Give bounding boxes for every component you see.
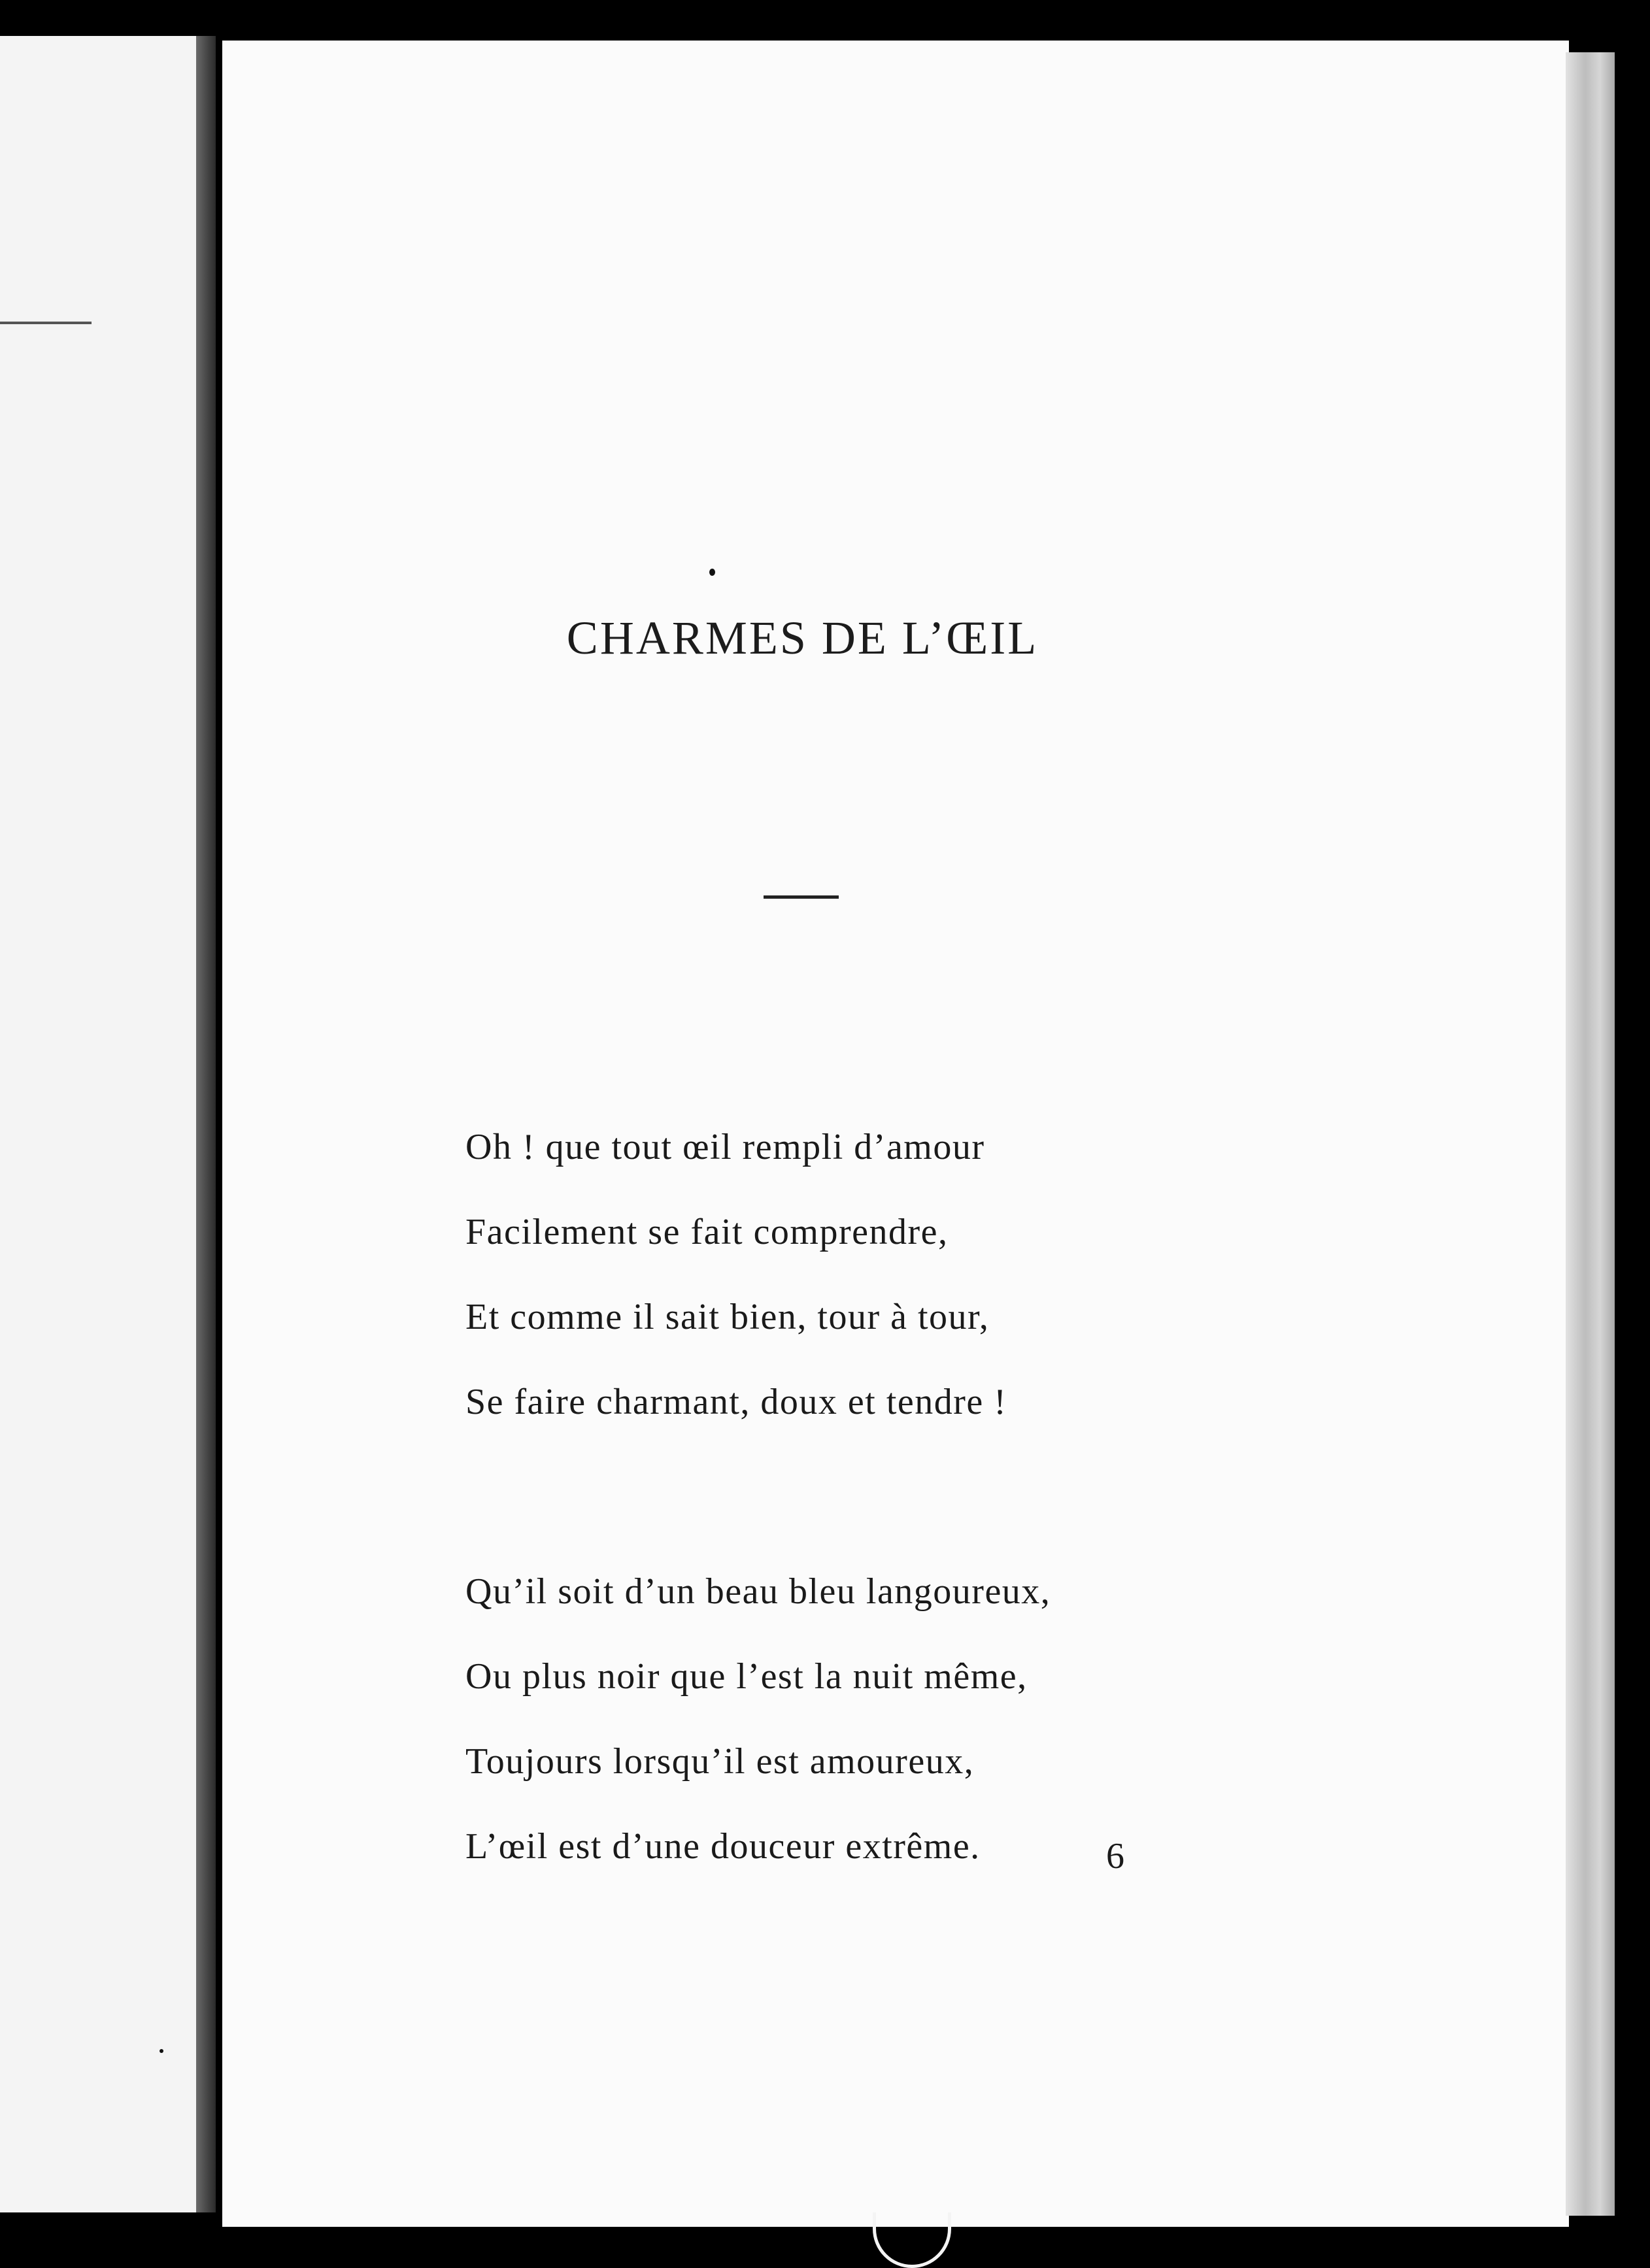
scan-artifact [873, 2212, 951, 2268]
chapter-title: CHARMES DE L’ŒIL [566, 612, 1039, 664]
verse-line: Facilement se fait comprendre, [465, 1212, 949, 1252]
ink-speck [709, 569, 715, 576]
page-number: 6 [1106, 1836, 1124, 1876]
stanza [465, 1549, 1051, 1889]
previous-page [0, 36, 203, 2212]
verse-line: Oh ! que tout œil rempli d’amour [465, 1127, 985, 1167]
book-spine [196, 36, 216, 2212]
verse-line: Et comme il sait bien, tour à tour, [465, 1297, 990, 1337]
verse-line: Se faire charmant, doux et tendre ! [465, 1382, 1007, 1422]
previous-page-rule [0, 322, 92, 324]
verse-line: L’œil est d’une douceur extrême. [465, 1826, 981, 1867]
title-divider [764, 895, 839, 899]
verse-line: Toujours lorsqu’il est amoureux, [465, 1741, 975, 1782]
verse-line: Ou plus noir que l’est la nuit même, [465, 1656, 1028, 1697]
page-edge [1566, 52, 1615, 2216]
ink-speck [160, 2049, 163, 2053]
verse-line: Qu’il soit d’un beau bleu langoureux, [465, 1571, 1051, 1612]
stanza [465, 1105, 1007, 1444]
